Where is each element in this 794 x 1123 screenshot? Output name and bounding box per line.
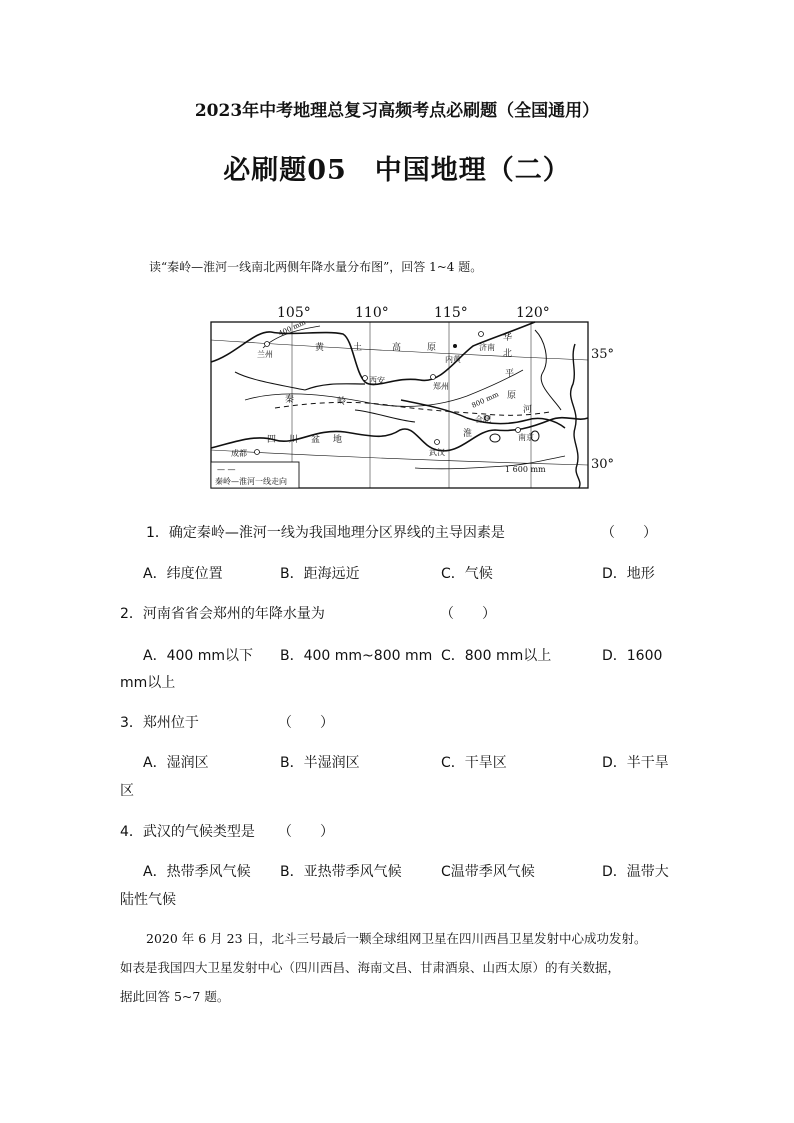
question-3-blank: （ ）	[278, 715, 334, 731]
region-chuan: 川	[289, 435, 299, 445]
map-intro-text: 读“秦岭—淮河一线南北两侧年降水量分布图”，回答 1~4 题。	[149, 260, 483, 274]
q3-option-b: B．半湿润区	[280, 755, 360, 771]
region-yuan2: 原	[507, 391, 517, 401]
region-huang: 黄	[315, 343, 325, 353]
city-jinan: 济南	[479, 343, 495, 352]
q2-option-a: A．400 mm以下	[143, 648, 254, 664]
q2-option-c: C．800 mm以上	[441, 648, 552, 664]
legend-symbol: — —	[217, 465, 236, 474]
isoline-label-1600: 1 600 mm	[505, 465, 546, 474]
lon-label-120: 120°	[516, 305, 550, 321]
city-neihuang: 内黄	[445, 355, 461, 364]
question-2-blank: （ ）	[440, 606, 496, 622]
q1-option-d: D．地形	[602, 566, 655, 582]
passage-line-3: 据此回答 5~7 题。	[120, 989, 230, 1004]
region-tu: 土	[353, 343, 363, 353]
q4-option-c: C温带季风气候	[441, 864, 535, 880]
city-zhengzhou: 郑州	[433, 382, 449, 391]
region-hua: 华	[503, 333, 513, 343]
question-1-blank: （ ）	[601, 525, 657, 541]
question-1-stem: 1．确定秦岭—淮河一线为我国地理分区界线的主导因素是	[146, 525, 505, 541]
chaohu-lake	[490, 434, 500, 442]
region-yuan: 原	[427, 343, 437, 353]
q2-option-b: B．400 mm~800 mm	[280, 648, 433, 664]
isoline-label-400: 400 mm	[277, 318, 308, 338]
q4-option-a: A．热带季风气候	[143, 864, 251, 880]
region-he: 河	[523, 405, 533, 415]
lon-label-110: 110°	[355, 305, 389, 321]
q3-option-c: C．干旱区	[441, 755, 507, 771]
region-ping: 平	[505, 369, 515, 379]
city-chengdu: 成都	[231, 449, 247, 458]
q3-option-d-wrap: 区	[120, 783, 134, 799]
coastline	[571, 344, 580, 488]
passage-line-2: 如表是我国四大卫星发射中心（四川西昌、海南文昌、甘肃酒泉、山西太原）的有关数据，	[120, 960, 621, 975]
han-river	[355, 410, 415, 422]
city-lanzhou: 兰州	[257, 350, 273, 359]
lon-label-115: 115°	[434, 305, 468, 321]
region-gao: 高	[392, 343, 402, 353]
wei-river	[305, 384, 365, 390]
legend-text: 秦岭—淮河一线走向	[215, 477, 287, 486]
region-bei: 北	[503, 349, 513, 359]
city-hefei: 合肥	[475, 415, 491, 424]
question-4-stem: 4．武汉的气候类型是	[120, 824, 255, 840]
q3-option-a: A．湿润区	[143, 755, 209, 771]
region-ling: 岭	[337, 397, 347, 407]
section-title: 必刷题05 中国地理（二）	[223, 155, 571, 186]
lat-label-30: 30°	[591, 457, 615, 472]
question-2-stem: 2．河南省省会郑州的年降水量为	[120, 606, 325, 622]
q1-option-a: A．纬度位置	[143, 566, 223, 582]
q4-option-d-wrap: 陆性气候	[120, 892, 176, 908]
q3-option-d: D．半干旱	[602, 755, 669, 771]
precipitation-map	[205, 300, 615, 496]
q4-option-b: B．亚热带季风气候	[280, 864, 402, 880]
city-xian: 西安	[369, 376, 385, 385]
isoline-label-800: 800 mm	[470, 390, 501, 410]
city-wuhan: 武汉	[429, 448, 445, 457]
q2-option-d-wrap: mm以上	[120, 675, 176, 691]
document-title: 2023年中考地理总复习高频考点必刷题（全国通用）	[194, 101, 600, 121]
q4-option-d: D．温带大	[602, 864, 669, 880]
lon-label-105: 105°	[277, 305, 311, 321]
q2-option-d: D．1600	[602, 648, 663, 664]
passage-line-1: 2020 年 6 月 23 日，北斗三号最后一颗全球组网卫星在四川西昌卫星发射中心成功发射。	[146, 931, 647, 946]
region-si: 四	[267, 435, 277, 445]
qinling-huaihe-line	[275, 402, 550, 415]
question-4-blank: （ ）	[278, 824, 334, 840]
question-3-stem: 3．郑州位于	[120, 715, 199, 731]
q1-option-c: C．气候	[441, 566, 493, 582]
region-qin: 秦	[285, 395, 295, 405]
tributary-west	[235, 372, 305, 390]
q1-option-b: B．距海远近	[280, 566, 360, 582]
lat-label-35: 35°	[591, 347, 615, 362]
city-nanjing: 南京	[518, 433, 534, 442]
region-di: 地	[333, 435, 343, 445]
grand-canal	[535, 330, 561, 410]
region-pen: 盆	[311, 435, 321, 445]
region-huai: 淮	[463, 429, 473, 439]
